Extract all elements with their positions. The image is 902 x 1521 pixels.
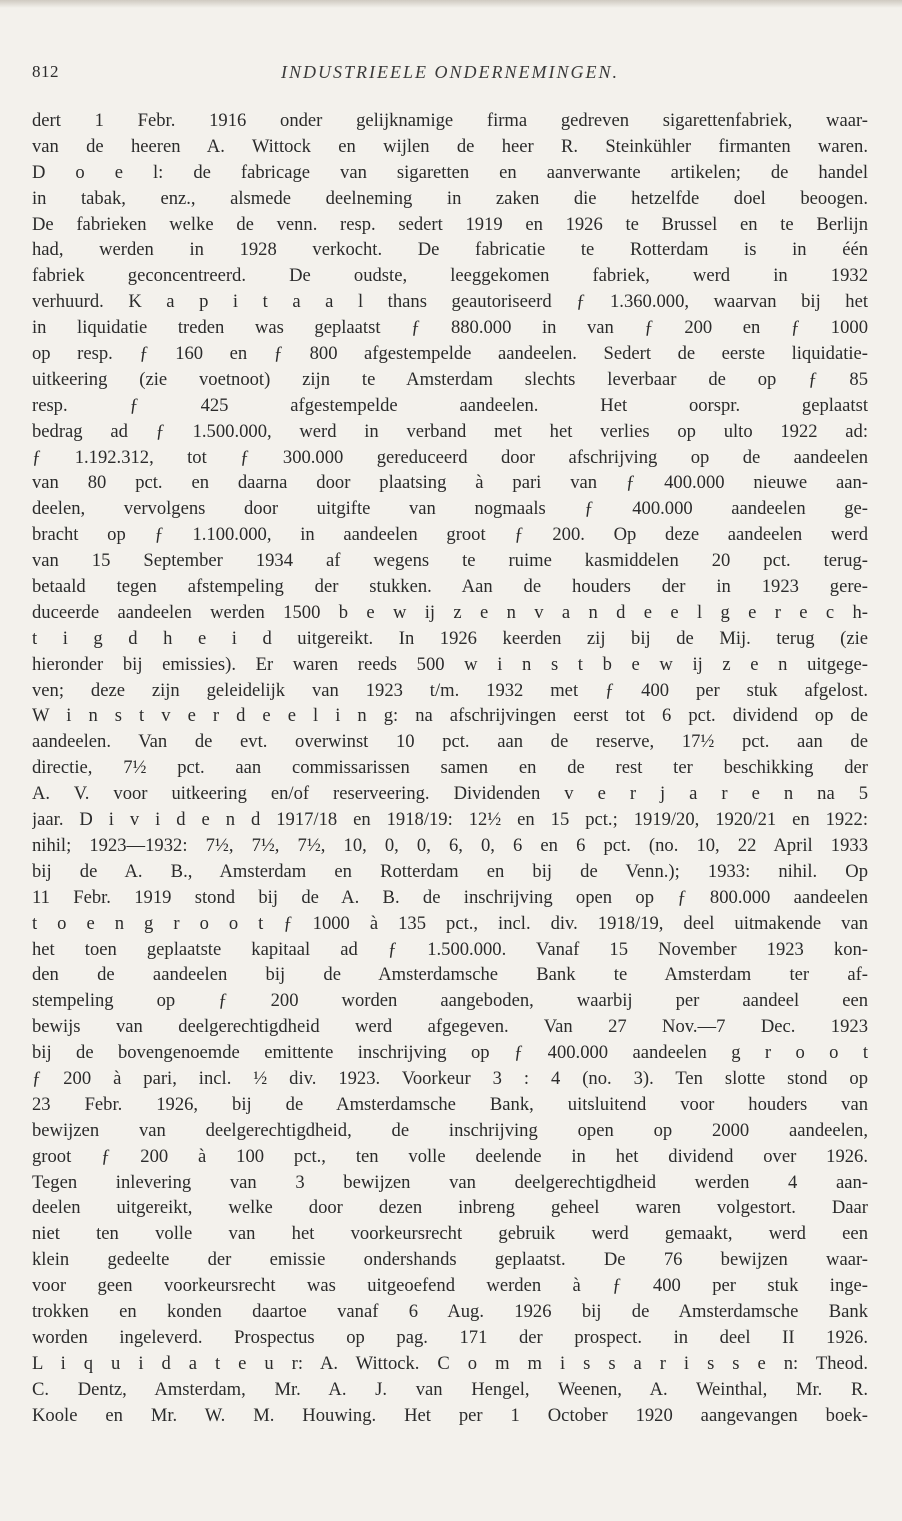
text-line: ƒ 200 à pari, incl. ½ div. 1923. Voorkeur 3 : 4 (no. 3). Ten slotte stond op — [32, 1067, 868, 1089]
text-line: resp. ƒ 425 afgestempelde aandeelen. Het oorspr. geplaatst — [32, 394, 868, 416]
text-line: klein gedeelte der emissie ondershands geplaatst. De 76 bewijzen waar- — [32, 1249, 868, 1271]
text-line: W i n s t v e r d e e l i n g: na afschrijvingen eerst tot 6 pct. dividend op de — [32, 705, 868, 727]
text-line: A. V. voor uitkeering en/of reserveering. Dividenden v e r j a r e n na 5 — [32, 783, 868, 805]
text-line: jaar. D i v i d e n d 1917/18 en 1918/19: 12½ en 15 pct.; 1919/20, 1920/21 en 1922: — [32, 809, 868, 831]
text-line: nihil; 1923—1932: 7½, 7½, 7½, 10, 0, 0, 6, 0, 6 en 6 pct. (no. 10, 22 April 1933 — [32, 834, 868, 856]
text-line: D o e l: de fabricage van sigaretten en aanverwante artikelen; de handel — [32, 161, 868, 183]
text-line: in tabak, enz., alsmede deelneming in zaken die hetzelfde doel beoogen. — [32, 187, 868, 209]
text-line: C. Dentz, Amsterdam, Mr. A. J. van Hengel, Weenen, A. Weinthal, Mr. R. — [32, 1378, 868, 1400]
page-top-edge — [0, 0, 902, 8]
page-number: 812 — [32, 62, 59, 81]
text-line: t o e n g r o o t ƒ 1000 à 135 pct., incl. div. 1918/19, deel uitmakende van — [32, 912, 868, 934]
text-line: duceerde aandeelen werden 1500 b e w ij z e n v a n d e e l g e r e c h- — [32, 601, 868, 623]
text-line: directie, 7½ pct. aan commissarissen samen en de rest ter beschikking der — [32, 757, 868, 779]
text-line: Koole en Mr. W. M. Houwing. Het per 1 October 1920 aangevangen boek- — [32, 1404, 868, 1426]
text-line: groot ƒ 200 à 100 pct., ten volle deelende in het dividend over 1926. — [32, 1145, 868, 1167]
text-line: stempeling op ƒ 200 worden aangeboden, waarbij per aandeel een — [32, 990, 868, 1012]
text-line: aandeelen. Van de evt. overwinst 10 pct. aan de reserve, 17½ pct. aan de — [32, 731, 868, 753]
text-line: op resp. ƒ 160 en ƒ 800 afgestempelde aandeelen. Sedert de eerste liquidatie- — [32, 343, 868, 365]
text-line: den de aandeelen bij de Amsterdamsche Bank te Amsterdam ter af- — [32, 964, 868, 986]
text-line: worden ingeleverd. Prospectus op pag. 171 der prospect. in deel II 1926. — [32, 1326, 868, 1348]
text-line: bij de bovengenoemde emittente inschrijving op ƒ 400.000 aandeelen g r o o t — [32, 1042, 868, 1064]
running-title: INDUSTRIEELE ONDERNEMINGEN. — [281, 62, 619, 82]
page-header — [32, 58, 868, 92]
text-line: uitkeering (zie voetnoot) zijn te Amsterdam slechts leverbaar de op ƒ 85 — [32, 368, 868, 390]
text-line: het toen geplaatste kapitaal ad ƒ 1.500.000. Vanaf 15 November 1923 kon- — [32, 938, 868, 960]
text-line: van 15 September 1934 af wegens te ruime kasmiddelen 20 pct. terug- — [32, 550, 868, 572]
text-line: ƒ 1.192.312, tot ƒ 300.000 gereduceerd door afschrijving op de aandeelen — [32, 446, 868, 468]
text-line: voor geen voorkeursrecht was uitgeoefend werden à ƒ 400 per stuk inge- — [32, 1275, 868, 1297]
text-line: Tegen inlevering van 3 bewijzen van deelgerechtigdheid werden 4 aan- — [32, 1171, 868, 1193]
text-line: dert 1 Febr. 1916 onder gelijknamige firma gedreven sigarettenfabriek, waar- — [32, 110, 868, 131]
text-line: 23 Febr. 1926, bij de Amsterdamsche Bank, uitsluitend voor houders van — [32, 1093, 868, 1115]
document-page — [32, 58, 868, 1428]
text-line: had, werden in 1928 verkocht. De fabricatie te Rotterdam is in één — [32, 239, 868, 261]
text-line: hieronder bij emissies). Er waren reeds 500 w i n s t b e w ij z e n uitgege- — [32, 653, 868, 675]
text-line: bewijs van deelgerechtigdheid werd afgegeven. Van 27 Nov.—7 Dec. 1923 — [32, 1016, 868, 1038]
text-line: deelen, vervolgens door uitgifte van nogmaals ƒ 400.000 aandeelen ge- — [32, 498, 868, 520]
text-line: deelen uitgereikt, welke door dezen inbreng geheel waren volgestort. Daar — [32, 1197, 868, 1219]
text-line: L i q u i d a t e u r: A. Wittock. C o m m i s s a r i s s e n: Theod. — [32, 1352, 868, 1374]
text-line: 11 Febr. 1919 stond bij de A. B. de inschrijving open op ƒ 800.000 aandeelen — [32, 886, 868, 908]
text-line: t i g d h e i d uitgereikt. In 1926 keerden zij bij de Mij. terug (zie — [32, 627, 868, 649]
text-line: verhuurd. K a p i t a a l thans geautoriseerd ƒ 1.360.000, waarvan bij het — [32, 291, 868, 313]
text-line: van 80 pct. en daarna door plaatsing à pari van ƒ 400.000 nieuwe aan- — [32, 472, 868, 494]
text-line: trokken en konden daartoe vanaf 6 Aug. 1926 bij de Amsterdamsche Bank — [32, 1300, 868, 1322]
text-line: bedrag ad ƒ 1.500.000, werd in verband met het verlies op ulto 1922 ad: — [32, 420, 868, 442]
text-line: van de heeren A. Wittock en wijlen de heer R. Steinkühler firmanten waren. — [32, 135, 868, 157]
text-line: in liquidatie treden was geplaatst ƒ 880.000 in van ƒ 200 en ƒ 1000 — [32, 317, 868, 339]
text-line: De fabrieken welke de venn. resp. sedert 1919 en 1926 te Brussel en te Berlijn — [32, 213, 868, 235]
text-line: niet ten volle van het voorkeursrecht gebruik werd gemaakt, werd een — [32, 1223, 868, 1245]
text-line: fabriek geconcentreerd. De oudste, leeggekomen fabriek, werd in 1932 — [32, 265, 868, 287]
text-line: bewijzen van deelgerechtigdheid, de inschrijving open op 2000 aandeelen, — [32, 1119, 868, 1141]
text-line: bracht op ƒ 1.100.000, in aandeelen groot ƒ 200. Op deze aandeelen werd — [32, 524, 868, 546]
body-text — [32, 108, 868, 1428]
text-line: betaald tegen afstempeling der stukken. Aan de houders der in 1923 gere- — [32, 576, 868, 598]
text-line: ven; deze zijn geleidelijk van 1923 t/m. 1932 met ƒ 400 per stuk afgelost. — [32, 679, 868, 701]
text-line: bij de A. B., Amsterdam en Rotterdam en bij de Venn.); 1933: nihil. Op — [32, 860, 868, 882]
